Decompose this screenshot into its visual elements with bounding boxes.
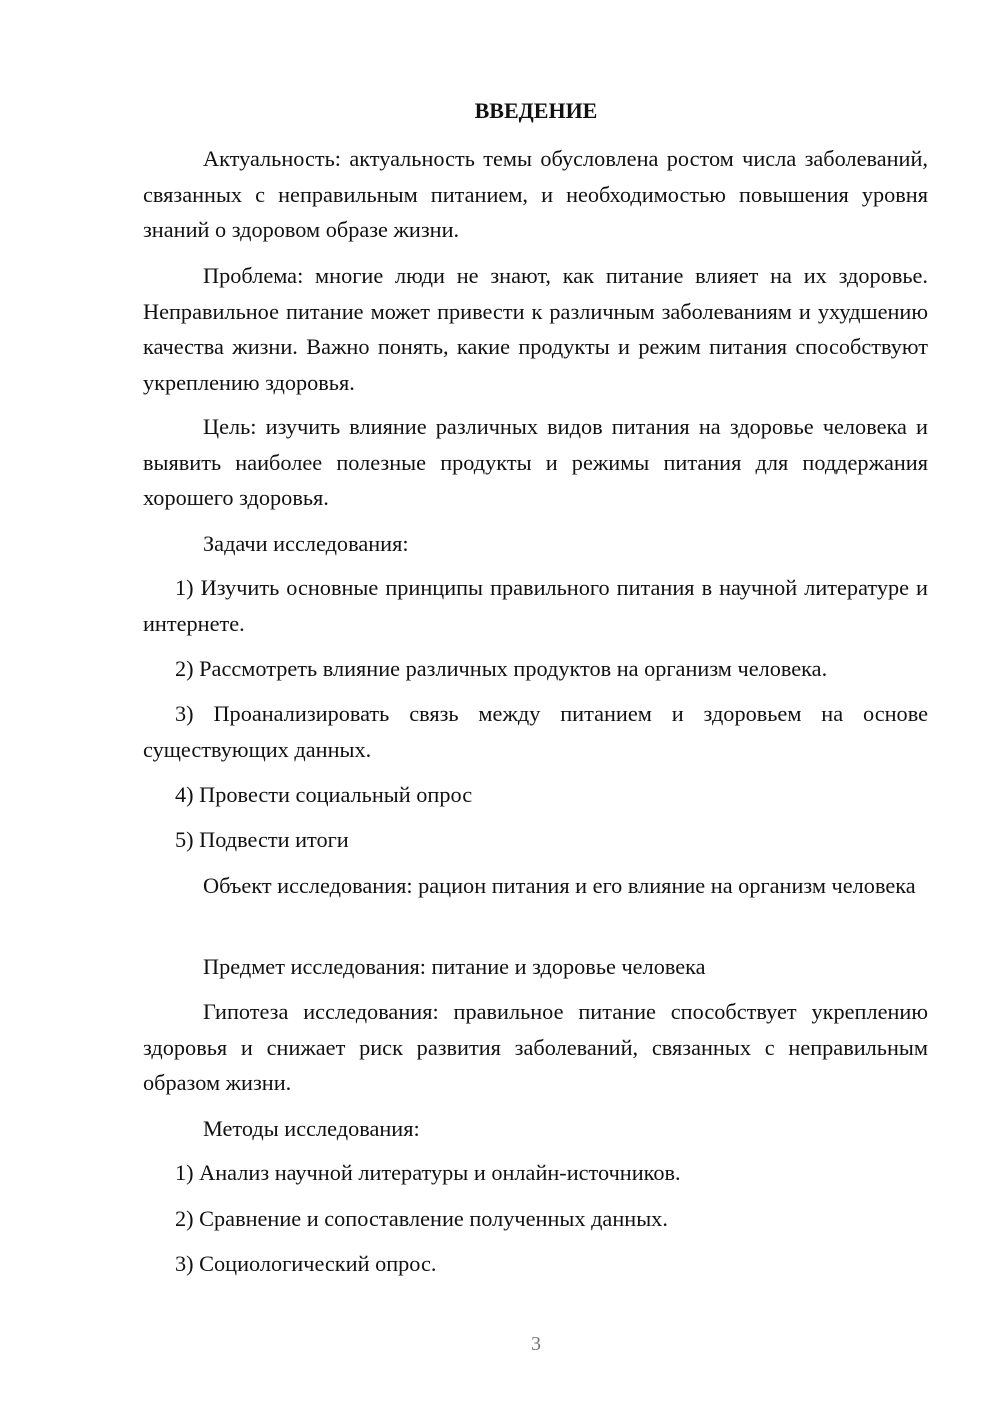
task-item-1: 1) Изучить основные принципы правильного питания в научной литературе и интернете. [143,575,928,636]
task-item-2: 2) Рассмотреть влияние различных продуктов на организм человека. [175,656,828,681]
methods-heading: Методы исследования: [203,1116,420,1141]
paragraph-object: Объект исследования: рацион питания и его влияние на организм человека [203,873,916,898]
task-item-4: 4) Провести социальный опрос [175,782,473,807]
page-title: ВВЕДЕНИЕ [474,98,598,123]
paragraph-relevance: Актуальность: актуальность темы обусловлена ростом числа заболеваний, связанных с неправильным питанием, и необходимостью повышения уровня знаний о здоровом образе жизни. [143,146,928,242]
method-item-2: 2) Сравнение и сопоставление полученных данных. [175,1206,668,1231]
paragraph-hypothesis: Гипотеза исследования: правильное питание способствует укреплению здоровья и снижает риск развития заболеваний, связанных с неправильным образом жизни. [143,999,928,1095]
paragraph-problem: Проблема: многие люди не знают, как питание влияет на их здоровье. Неправильное питание может привести к различным заболеваниям и ухудшению качества жизни. Важно понять, какие продукты и режим питания способствуют укреплению здоровья. [143,263,928,395]
task-item-5: 5) Подвести итоги [175,827,349,852]
task-item-3: 3) Проанализировать связь между питанием и здоровьем на основе существующих данных. [143,701,928,762]
page-number: 3 [531,1333,541,1355]
method-item-3: 3) Социологический опрос. [175,1251,437,1276]
paragraph-subject: Предмет исследования: питание и здоровье человека [203,954,706,979]
paragraph-goal: Цель: изучить влияние различных видов питания на здоровье человека и выявить наиболее полезные продукты и режимы питания для поддержания хорошего здоровья. [143,414,928,510]
tasks-heading: Задачи исследования: [203,531,409,556]
method-item-1: 1) Анализ научной литературы и онлайн-источников. [175,1160,681,1185]
